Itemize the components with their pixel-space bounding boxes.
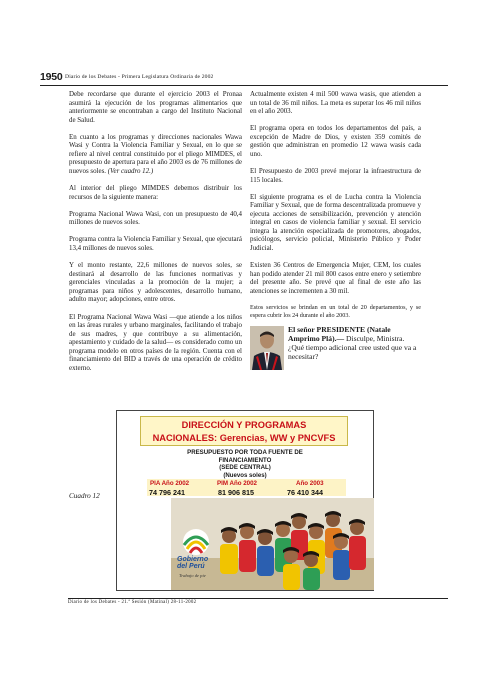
budget-label: PIA Año 2002	[150, 480, 190, 487]
paragraph: El Programa Nacional Wawa Wasi —que atiende a los niños en las áreas rurales y urbano marginales, facilitando el trabajo de sus madres, y que contribuye a su alimentación, apestamiento y cuidado de la salud— es considerado como un programa modelo en otros países de la región. Cuenta con el financiamiento del BID a través de una operación de crédito externo.	[69, 312, 242, 372]
page-number: 1950	[40, 71, 63, 83]
left-column	[69, 90, 242, 372]
subtitle-line: (Nuevos soles)	[223, 471, 267, 479]
speaker-question: Disculpe, Ministra. ¿Qué tiempo adicional cree usted que va a necesitar?	[288, 334, 417, 361]
speaker-name: El señor PRESIDENTE (Natale Amprimo Plá).—	[288, 325, 391, 344]
table-reference: (Ver cuadro 12.)	[107, 166, 154, 175]
budget-table	[147, 479, 346, 496]
paragraph: Debe recordarse que durante el ejercicio 2003 el Pronaa asumirá la ejecución de los programas alimentarios que anteriormente se encontraban a cargo del Instituto Nacional de Salud.	[69, 90, 242, 124]
running-head: Diario de los Debates - Primera Legislatura Ordinaria de 2002	[65, 74, 214, 80]
page-footer	[68, 598, 448, 605]
paragraph: Programa contra la Violencia Familiar y Sexual, que ejecutará 13,4 millones de nuevos soles.	[69, 235, 242, 253]
paragraph	[69, 133, 242, 176]
budget-cell	[280, 479, 346, 496]
budget-label: Año 2003	[296, 480, 324, 487]
figure-title-line: NACIONALES: Gerencias, WW y PNCVFS	[152, 432, 336, 443]
budget-cell	[147, 479, 213, 496]
subtitle-line: (SEDE CENTRAL)	[219, 464, 271, 472]
logo-text-line: del Perú	[177, 563, 205, 570]
paragraph: El programa opera en todos los departamentos del país, a excepción de Madre de Dios, y existen 359 comités de gestión que administran en promedio 12 wawa wasis cada uno.	[250, 124, 421, 158]
logo-text-line: Gobierno	[177, 556, 209, 563]
speaker-portrait-icon	[250, 326, 284, 370]
budget-value: 81 906 815	[218, 487, 254, 497]
paragraph: Y el monto restante, 22,6 millones de nuevos soles, se destinará al desarrollo de las funciones normativas y gerenciales vinculadas a la promoción de la mujer; a programas para niños y adolescentes, desarrollo humano, adulto mayor; adopciones, entre otros.	[69, 261, 242, 304]
budget-value: 74 796 241	[149, 487, 185, 497]
paragraph: Estos servicios se brindan en un total de 20 departamentos, y se espera cubrir los 24 durante el año 2003.	[250, 304, 421, 320]
budget-cell	[215, 479, 281, 496]
subtitle-line: FINANCIAMIENTO	[218, 456, 272, 464]
page-header	[40, 73, 448, 86]
paragraph-text: En cuanto a los programas y direcciones nacionales Wawa Wasi y Contra la Violencia Familiar y Sexual, en lo que se refiere al nivel central constituido por el pliego MIMDES, el presupuesto de apertura para el año 2003 es de 76 millones de nuevos soles.	[69, 132, 242, 175]
subtitle-line: PRESUPUESTO POR TODA FUENTE DE	[187, 449, 303, 456]
logo-wordmark	[177, 556, 221, 570]
figure-subtitle	[116, 449, 374, 479]
budget-label: PIM Año 2002	[217, 480, 258, 487]
paragraph: Existen 36 Centros de Emergencia Mujer, CEM, los cuales han podido atender 21 mil 800 casos entre enero y setiembre del presente año. Se prevé que al final de este año las atenciones se incrementen a 30 mil.	[250, 261, 421, 295]
peru-government-logo-icon	[176, 525, 216, 557]
figure-label: Cuadro 12	[69, 492, 100, 500]
figure-title	[140, 416, 348, 446]
figure-title-line: DIRECCIÓN Y PROGRAMAS	[181, 420, 307, 430]
paragraph: Actualmente existen 4 mil 500 wawa wasis, que atienden a un total de 36 mil niños. La meta es superar los 46 mil niños en el año 2003.	[250, 90, 421, 116]
paragraph: El siguiente programa es el de Lucha contra la Violencia Familiar y Sexual, que de forma descentralizada promueve y ejecuta acciones de sensibilización, prevención y atención integral en casos de violencia familiar y sexual. El servicio integra la atención especializada de promotores, abogados, psicólogos, servicio policial, Ministerio Público y Poder Judicial.	[250, 192, 421, 252]
speaker-photo	[250, 326, 284, 370]
speaker-intervention	[288, 326, 421, 370]
budget-value: 76 410 344	[287, 487, 323, 497]
photo-caption: Trabajo de pie	[179, 573, 206, 578]
paragraph: El Presupuesto de 2003 prevé mejorar la infraestructura de 115 locales.	[250, 167, 421, 184]
right-column	[250, 90, 421, 370]
paragraph: Al interior del pliego MIMDES debemos distribuir los recursos de la siguiente manera:	[69, 184, 242, 201]
footer-text: Diario de los Debates - 21.ª Sesión (Matinal) 28-11-2002	[68, 600, 197, 605]
speaker-block	[250, 326, 421, 370]
paragraph: Programa Nacional Wawa Wasi, con un presupuesto de 40,4 millones de nuevos soles.	[69, 209, 242, 227]
